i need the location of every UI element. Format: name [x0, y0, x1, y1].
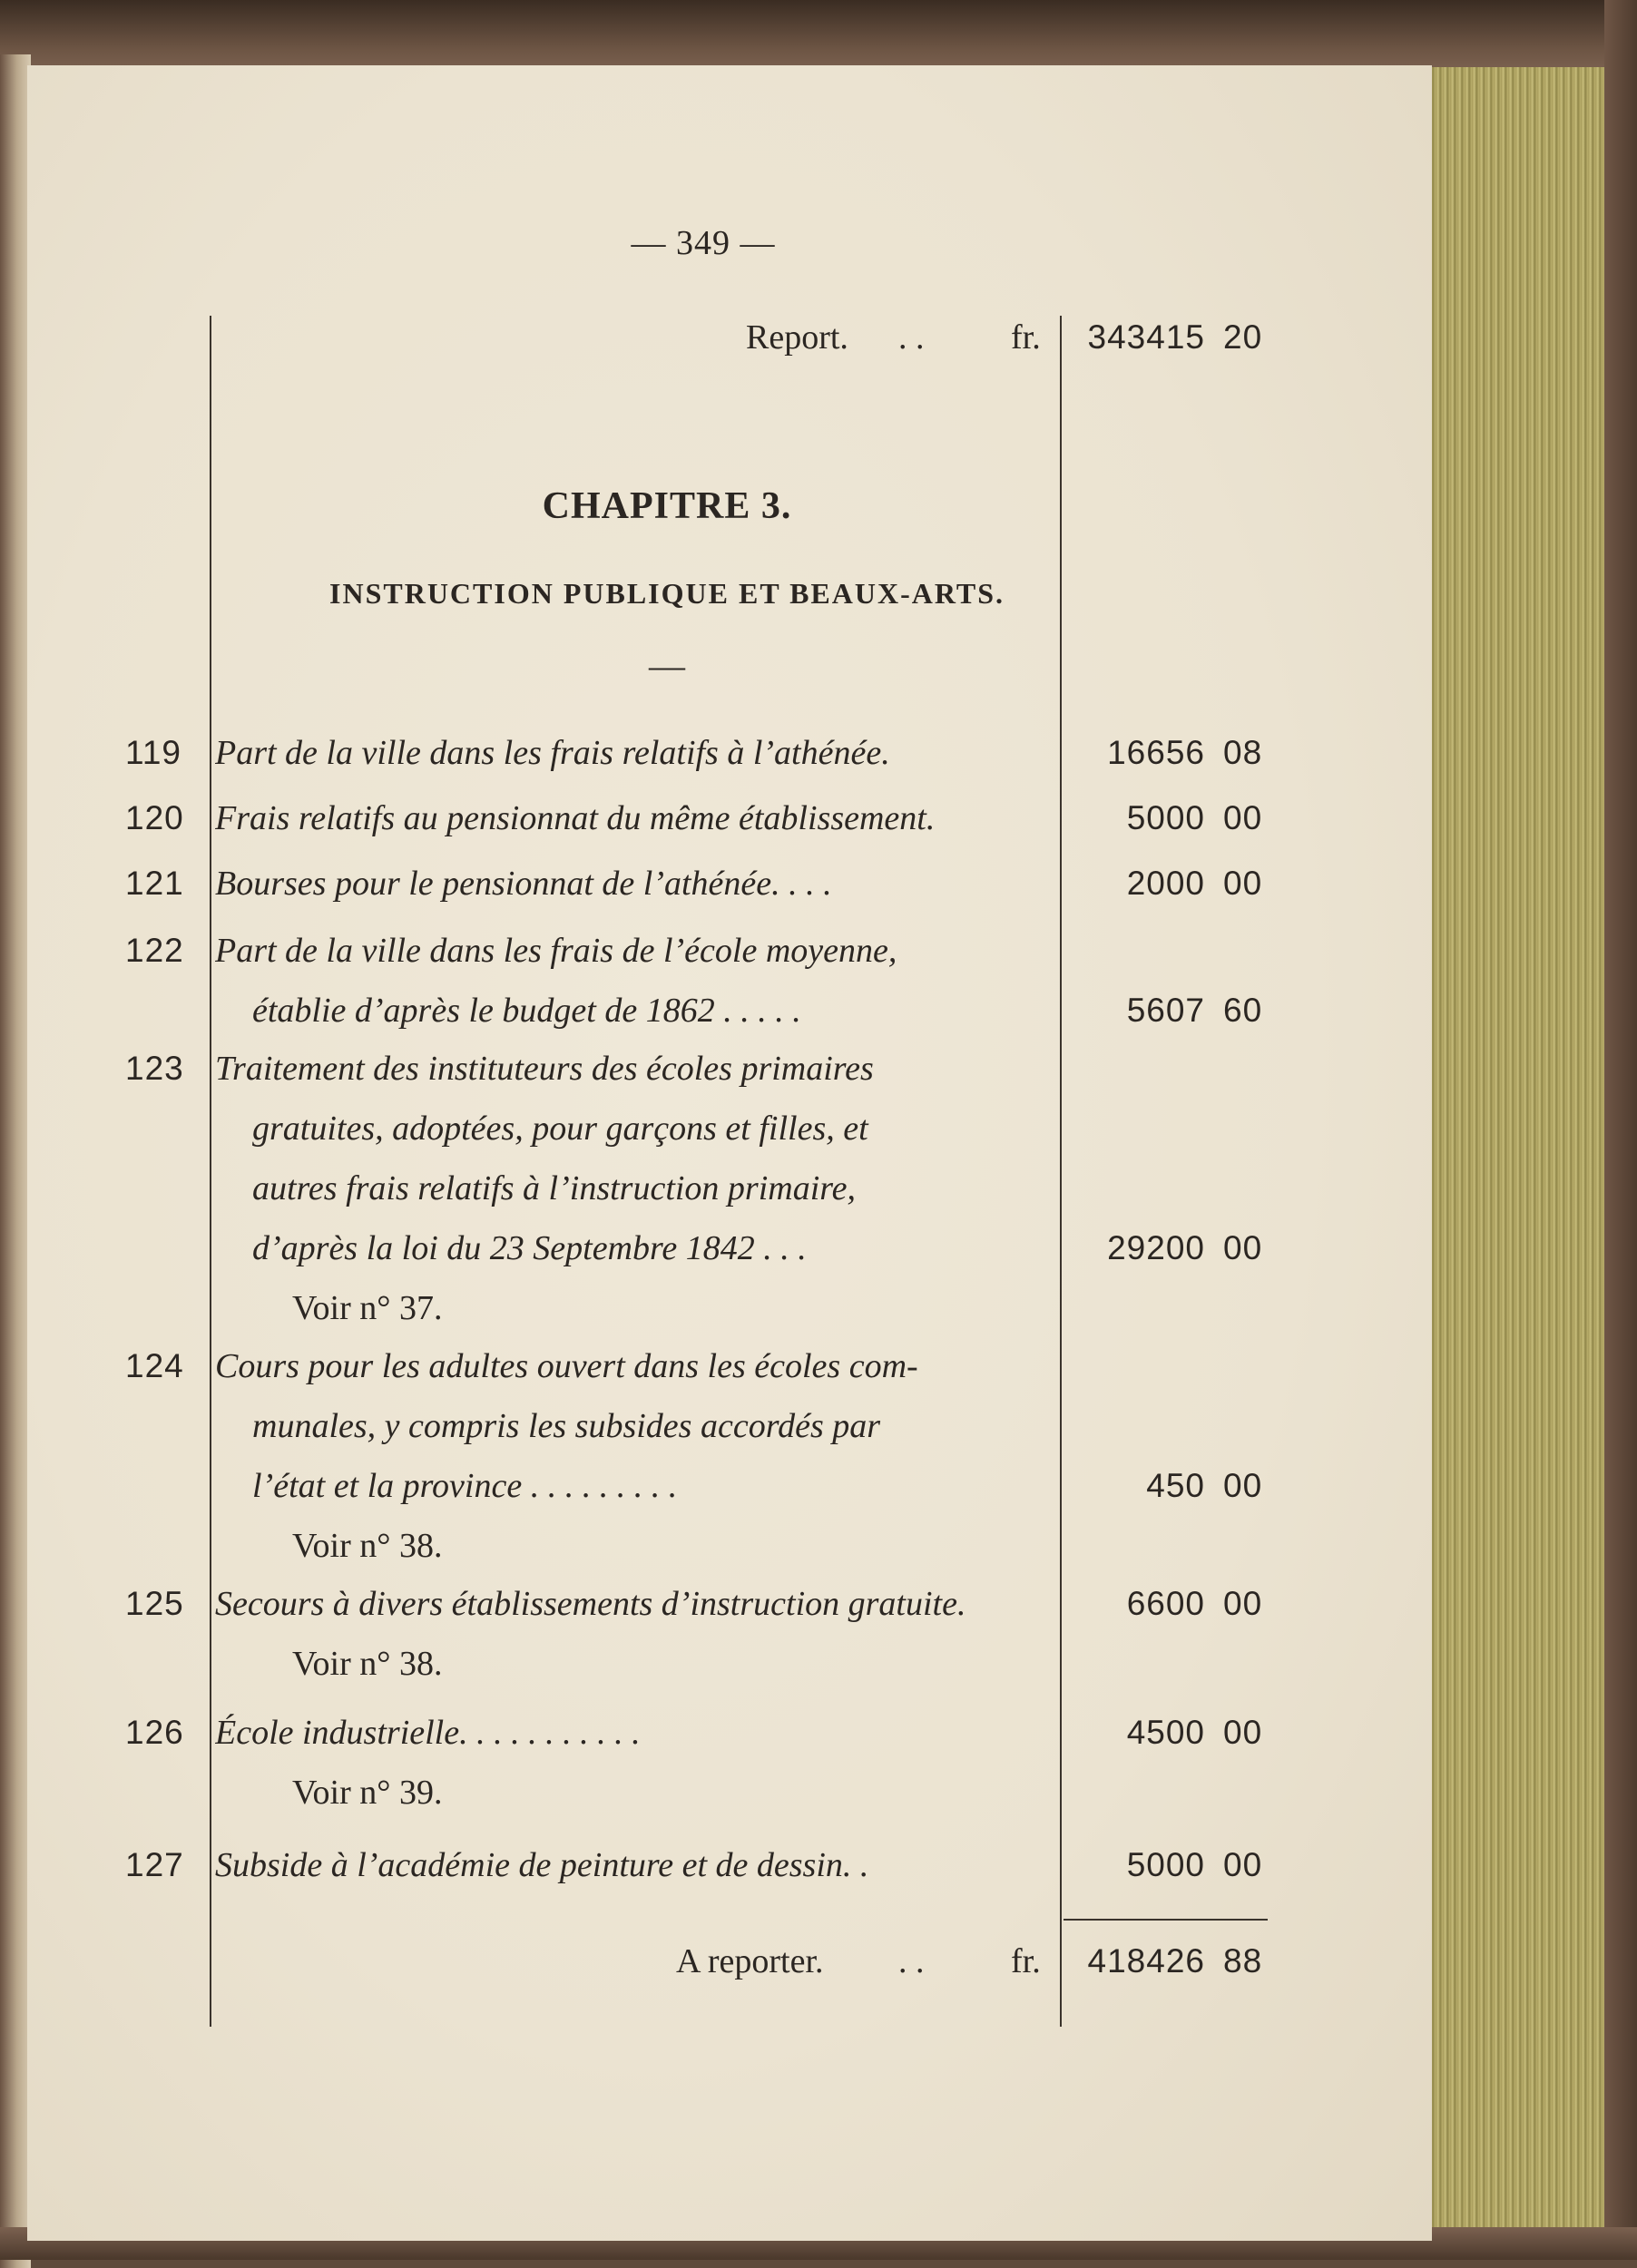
- entry-description-line: Secours à divers établissements d’instruction gratuite.: [215, 1585, 966, 1623]
- entry-reference-note: Voir n° 37.: [292, 1289, 443, 1327]
- entry-amount: 29200: [1107, 1229, 1205, 1266]
- entry-number: 125: [125, 1585, 184, 1622]
- entry-amount: 5000: [1126, 1846, 1205, 1883]
- entry-number: 121: [125, 865, 184, 902]
- entry-cents: 08: [1223, 734, 1263, 771]
- entry-number: 123: [125, 1050, 184, 1087]
- entry-amount: 450: [1146, 1467, 1205, 1504]
- entry-reference-note: Voir n° 39.: [292, 1774, 443, 1812]
- report-unit: fr.: [1011, 318, 1041, 357]
- chapter-title: CHAPITRE 3.: [542, 485, 792, 527]
- carry-label: A reporter.: [676, 1942, 824, 1980]
- entry-description-line: Part de la ville dans les frais de l’école moyenne,: [215, 932, 897, 970]
- entry-number: 124: [125, 1347, 184, 1384]
- book-gutter: [0, 54, 31, 2268]
- entry-description-line: Bourses pour le pensionnat de l’athénée. . . .: [215, 865, 832, 903]
- entry-number: 119: [125, 734, 181, 771]
- entry-cents: 00: [1223, 865, 1263, 902]
- entry-amount: 5607: [1126, 992, 1205, 1029]
- entry-description-line: Part de la ville dans les frais relatifs à l’athénée.: [215, 734, 890, 772]
- entry-reference-note: Voir n° 38.: [292, 1645, 443, 1683]
- entry-description-line: École industrielle. . . . . . . . . . .: [215, 1714, 641, 1752]
- entry-reference-note: Voir n° 38.: [292, 1527, 443, 1565]
- chapter-separator: —: [649, 645, 685, 686]
- amount-column-rule: [1060, 316, 1062, 2027]
- carry-unit: fr.: [1011, 1942, 1041, 1980]
- chapter-subtitle: INSTRUCTION PUBLIQUE ET BEAUX-ARTS.: [329, 577, 1005, 610]
- entry-description-line: Frais relatifs au pensionnat du même établissement.: [215, 799, 936, 837]
- page: [27, 65, 1432, 2241]
- page-number: — 349 —: [631, 224, 776, 262]
- entry-cents: 60: [1223, 992, 1263, 1029]
- entry-cents: 00: [1223, 1714, 1263, 1751]
- report-cents: 20: [1223, 318, 1263, 356]
- total-rule: [1064, 1919, 1268, 1921]
- entry-cents: 00: [1223, 1585, 1263, 1622]
- entry-amount: 4500: [1126, 1714, 1205, 1751]
- entry-description-line: établie d’après le budget de 1862 . . . . .: [252, 992, 801, 1030]
- entry-cents: 00: [1223, 1467, 1263, 1504]
- report-amount: 343415: [1087, 318, 1205, 356]
- entry-cents: 00: [1223, 1846, 1263, 1883]
- entry-description-line: munales, y compris les subsides accordés par: [252, 1407, 881, 1445]
- carry-amount: 418426: [1087, 1942, 1205, 1980]
- entry-cents: 00: [1223, 1229, 1263, 1266]
- entry-number: 127: [125, 1846, 184, 1883]
- report-dots: . .: [898, 318, 925, 357]
- entry-description-line: l’état et la province . . . . . . . . .: [252, 1467, 678, 1505]
- book-cover-top: [0, 0, 1637, 71]
- entry-description-line: gratuites, adoptées, pour garçons et filles, et: [252, 1110, 868, 1148]
- entry-description-line: Cours pour les adultes ouvert dans les écoles com-: [215, 1347, 918, 1385]
- carry-cents: 88: [1223, 1942, 1263, 1980]
- entry-number: 126: [125, 1714, 184, 1751]
- entry-amount: 5000: [1126, 799, 1205, 836]
- book-cover-right: [1604, 0, 1637, 2260]
- entry-cents: 00: [1223, 799, 1263, 836]
- report-label: Report.: [746, 318, 848, 357]
- entry-description-line: Subside à l’académie de peinture et de dessin. .: [215, 1846, 869, 1884]
- left-column-rule: [210, 316, 211, 2027]
- entry-description-line: Traitement des instituteurs des écoles primaires: [215, 1050, 874, 1088]
- entry-amount: 2000: [1126, 865, 1205, 902]
- entry-number: 120: [125, 799, 184, 836]
- entry-number: 122: [125, 932, 184, 969]
- page-edges: [1426, 67, 1608, 2240]
- entry-description-line: autres frais relatifs à l’instruction primaire,: [252, 1169, 857, 1207]
- entry-description-line: d’après la loi du 23 Septembre 1842 . . .: [252, 1229, 807, 1267]
- entry-amount: 16656: [1107, 734, 1205, 771]
- entry-amount: 6600: [1126, 1585, 1205, 1622]
- carry-dots: . .: [898, 1942, 925, 1980]
